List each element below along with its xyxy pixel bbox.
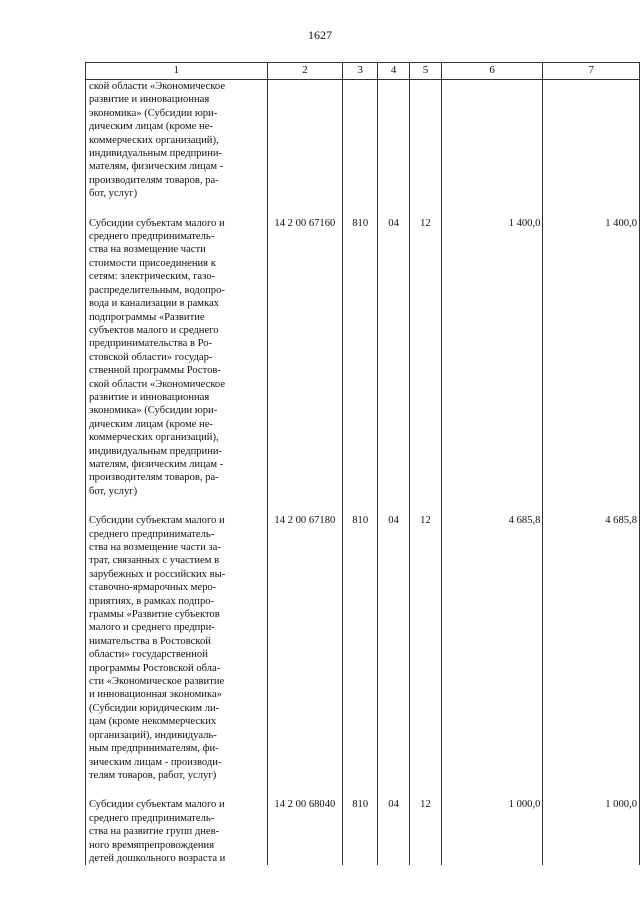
row-sum-1: 1 400,0 xyxy=(441,217,543,499)
col-header-1: 1 xyxy=(86,63,268,80)
table-row xyxy=(86,80,640,201)
table-row xyxy=(86,798,640,865)
col-header-2: 2 xyxy=(267,63,343,80)
row-csr-code: 14 2 00 67180 xyxy=(267,514,343,782)
row-pr-code: 12 xyxy=(410,798,442,865)
row-pr-code: 12 xyxy=(410,514,442,782)
row-rz-code: 04 xyxy=(378,798,410,865)
row-sum-2: 1 000,0 xyxy=(543,798,640,865)
row-sum-1: 4 685,8 xyxy=(441,514,543,782)
row-description: Субсидии субъектам малого и среднего предприниматель- ства на развитие групп днев- ного времяпрепровождения детей дошкольного возраста и xyxy=(86,798,268,865)
row-rz-code: 04 xyxy=(378,514,410,782)
col-header-3: 3 xyxy=(343,63,378,80)
col-header-6: 6 xyxy=(441,63,543,80)
col-header-5: 5 xyxy=(410,63,442,80)
row-csr-code: 14 2 00 68040 xyxy=(267,798,343,865)
row-pr-code xyxy=(410,80,442,201)
budget-table xyxy=(85,62,640,865)
row-rz-code: 04 xyxy=(378,217,410,499)
row-sum-2: 4 685,8 xyxy=(543,514,640,782)
table-row xyxy=(86,217,640,499)
col-header-4: 4 xyxy=(378,63,410,80)
row-csr-code xyxy=(267,80,343,201)
row-sum-1 xyxy=(441,80,543,201)
row-vr-code: 810 xyxy=(343,217,378,499)
row-vr-code: 810 xyxy=(343,514,378,782)
row-sum-2: 1 400,0 xyxy=(543,217,640,499)
row-vr-code: 810 xyxy=(343,798,378,865)
row-description: Субсидии субъектам малого и среднего предприниматель- ства на возмещение части стоимости присоединения к сетям: электрическим, газо- распределительным, водопро- вода и канализации в рамках подпрограммы «Развитие субъектов малого и среднего предпринимательства в Ро- стовской области» государ- ственной программы Ростов- ской области «Экономическое развитие и инновационная экономика» (Субсидии юри- дическим лицам (кроме не- коммерческих организаций), индивидуальным предприни- мателям, физическим лицам - производителям товаров, ра- бот, услуг) xyxy=(86,217,268,499)
row-rz-code xyxy=(378,80,410,201)
row-sum-1: 1 000,0 xyxy=(441,798,543,865)
col-header-7: 7 xyxy=(543,63,640,80)
row-vr-code xyxy=(343,80,378,201)
row-sum-2 xyxy=(543,80,640,201)
header-row xyxy=(86,63,640,80)
row-description: ской области «Экономическое развитие и инновационная экономика» (Субсидии юри- дическим лицам (кроме не- коммерческих организаций), индивидуальным предприни- мателям, физическим лицам - производителям товаров, ра- бот, услуг) xyxy=(86,80,268,201)
row-csr-code: 14 2 00 67160 xyxy=(267,217,343,499)
table-row xyxy=(86,514,640,782)
row-pr-code: 12 xyxy=(410,217,442,499)
page-number: 1627 xyxy=(308,28,332,42)
row-description: Субсидии субъектам малого и среднего предприниматель- ства на возмещение части за- трат, связанных с участием в зарубежных и российских вы- ставочно-ярмарочных меро- приятиях, в рамках подпро- граммы «Развитие субъектов малого и среднего предпри- нимательства в Ростовской области» государственной программы Ростовской обла- сти «Экономическое развитие и инновационная экономика» (Субсидии юридическим ли- цам (кроме некоммерческих организаций), индивидуаль- ным предпринимателям, фи- зическим лицам - производи- телям товаров, работ, услуг) xyxy=(86,514,268,782)
